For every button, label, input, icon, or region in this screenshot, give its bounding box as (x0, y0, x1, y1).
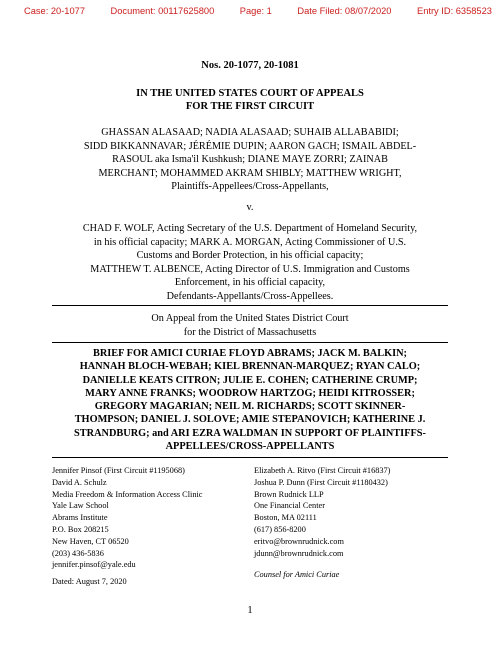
counsel-address: New Haven, CT 06520 (52, 536, 129, 546)
date-line: Dated: August 7, 2020 (52, 577, 127, 586)
page-stamp: Page: 1 (239, 6, 272, 16)
case-numbers: Nos. 20-1077, 20-1081 (201, 60, 299, 71)
counsel-organization: Media Freedom & Information Access Clinic (52, 489, 203, 499)
page-number: 1 (247, 605, 253, 616)
court-name-line: IN THE UNITED STATES COURT OF APPEALS (136, 88, 364, 99)
court-name (0, 87, 500, 113)
appeal-line: for the District of Massachusetts (183, 326, 317, 338)
plaintiffs-role: Plaintiffs-Appellees/Cross-Appellants, (171, 181, 329, 192)
counsel-organization: Yale Law School (52, 501, 109, 511)
brief-title-line: THOMPSON; DANIEL J. SOLOVE; AMIE STEPANOVICH; KATHERINE J. (74, 414, 426, 426)
defendants-role: Defendants-Appellants/Cross-Appellees. (166, 290, 334, 302)
plaintiffs-line: MERCHANT; MOHAMMED AKRAM SHIBLY; MATTHEW WRIGHT, (98, 167, 402, 179)
appeal-origin (0, 312, 500, 339)
counsel-address: Boston, MA 02111 (254, 513, 317, 523)
brief-title-line: MARY ANNE FRANKS; WOODROW HARTZOG; HEIDI KITROSSER; (85, 387, 415, 399)
brief-title-line: DANIELLE KEATS CITRON; JULIE E. COHEN; CATHERINE CRUMP; (82, 374, 418, 386)
counsel-block-left (52, 465, 202, 571)
counsel-organization: Abrams Institute (52, 513, 108, 523)
plaintiffs-line: GHASSAN ALASAAD; NADIA ALASAAD; SUHAIB ALLABABIDI; (101, 127, 399, 138)
versus: v. (246, 202, 254, 213)
counsel-organization: Brown Rudnick LLP (254, 489, 324, 499)
counsel-phone: (617) 856-8200 (254, 524, 306, 534)
defendants-caption (40, 222, 460, 303)
appeal-line: On Appeal from the United States District Court (151, 313, 349, 324)
document-number-stamp: Document: 00117625800 (110, 6, 215, 16)
plaintiffs-line: RASOUL aka Isma'il Kushkush; DIANE MAYE ZORRI; ZAINAB (112, 154, 388, 165)
brief-title (40, 347, 460, 453)
brief-title-line: STRANDBURG; and ARI EZRA WALDMAN IN SUPPORT OF PLAINTIFFS- (74, 427, 426, 439)
brief-title-line: GREGORY MAGARIAN; NEIL M. RICHARDS; SCOTT SKINNER- (94, 401, 406, 413)
defendants-line: in his official capacity; MARK A. MORGAN, Acting Commissioner of U.S. (93, 236, 407, 248)
brief-title-line: HANNAH BLOCH-WEBAH; KIEL BRENNAN-MARQUEZ; RYAN CALO; (79, 361, 421, 373)
counsel-name: David A. Schulz (52, 477, 107, 487)
counsel-phone: (203) 436-5836 (52, 548, 104, 558)
divider-middle (52, 342, 448, 343)
counsel-name: Jennifer Pinsof (First Circuit #1195068) (52, 466, 185, 475)
brief-title-line: BRIEF FOR AMICI CURIAE FLOYD ABRAMS; JACK M. BALKIN; (93, 348, 407, 359)
counsel-email: jennifer.pinsof@yale.edu (52, 560, 136, 570)
entry-id-stamp: Entry ID: 6358523 (417, 6, 492, 16)
court-name-line: FOR THE FIRST CIRCUIT (185, 101, 315, 112)
counsel-email: jdunn@brownrudnick.com (254, 548, 344, 558)
ecf-header-stamp (0, 0, 500, 22)
defendants-line: CHAD F. WOLF, Acting Secretary of the U.S. Department of Homeland Security, (82, 223, 418, 234)
plaintiffs-line: SIDD BIKKANNAVAR; JÉRÉMIE DUPIN; AARON GACH; ISMAIL ABDEL- (83, 140, 417, 152)
counsel-name: Elizabeth A. Ritvo (First Circuit #16837) (254, 466, 391, 475)
counsel-block-right (254, 465, 390, 581)
counsel-address: P.O. Box 208215 (52, 524, 109, 534)
counsel-name: Joshua P. Dunn (First Circuit #1180432) (254, 477, 388, 487)
counsel-address: One Financial Center (254, 501, 325, 511)
defendants-line: Enforcement, in his official capacity, (174, 277, 326, 288)
defendants-line: Customs and Border Protection, in his official capacity; (136, 250, 364, 261)
divider-top (52, 305, 448, 306)
plaintiffs-caption (40, 126, 460, 194)
counsel-role: Counsel for Amici Curiae (254, 570, 340, 580)
divider-bottom (52, 457, 448, 458)
defendants-line: MATTHEW T. ALBENCE, Acting Director of U.S. Immigration and Customs (90, 263, 410, 275)
date-filed-stamp: Date Filed: 08/07/2020 (297, 6, 392, 16)
brief-title-line: APPELLEES/CROSS-APPELLANTS (165, 441, 335, 453)
counsel-email: eritvo@brownrudnick.com (254, 536, 344, 546)
case-number-stamp: Case: 20-1077 (24, 6, 85, 16)
